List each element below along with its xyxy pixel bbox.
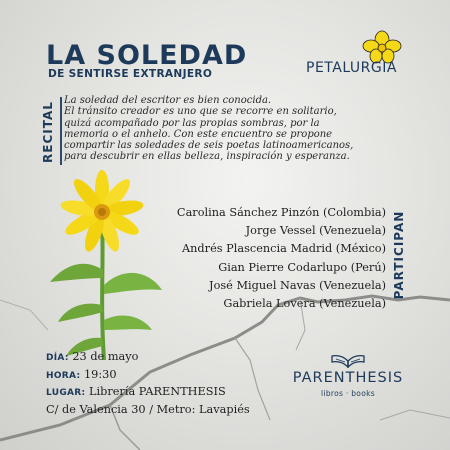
intro-line: memoria o el anhelo. Con este encuentro se propone bbox=[64, 128, 333, 140]
intro-line: El tránsito creador es uno que se recorre en solitario, bbox=[64, 106, 337, 118]
participant-name: Gabriela Lovera (Venezuela) bbox=[223, 297, 386, 311]
time-label: HORA: bbox=[46, 370, 81, 381]
open-book-icon bbox=[331, 352, 365, 368]
venue-value: Librería PARENTHESIS bbox=[89, 385, 226, 399]
recital-divider bbox=[60, 97, 62, 165]
event-subtitle: DE SENTIRSE EXTRANJERO bbox=[48, 68, 213, 80]
participant-name: Carolina Sánchez Pinzón (Colombia) bbox=[176, 206, 386, 219]
intro-line: para descubrir en ellas belleza, inspiración y esperanza. bbox=[64, 151, 350, 163]
petalurgia-logo bbox=[306, 30, 402, 85]
participants-list bbox=[177, 204, 386, 313]
intro-line: quizá acompañado por las propias sombras, por la bbox=[64, 117, 320, 129]
intro-line: compartir las soledades de seis poetas latinoamericanos, bbox=[64, 140, 354, 152]
intro-text bbox=[64, 95, 409, 163]
participant-name: Gian Pierre Codarlupo (Perú) bbox=[218, 260, 386, 274]
event-details bbox=[46, 349, 250, 417]
yellow-flower-illustration bbox=[40, 160, 170, 360]
address-value: C/ de Valencia 30 / Metro: Lavapiés bbox=[46, 402, 250, 416]
date-row bbox=[46, 349, 250, 367]
date-value: 23 de mayo bbox=[72, 350, 139, 363]
participant-name: Andrés Plascencia Madrid (México) bbox=[182, 242, 386, 256]
time-value: 19:30 bbox=[83, 367, 117, 381]
petalurgia-logo-text: PETALURGIA bbox=[306, 60, 397, 76]
recital-label: RECITAL bbox=[41, 101, 55, 163]
address-row bbox=[46, 402, 250, 418]
participan-label: PARTICIPAN bbox=[392, 210, 406, 300]
parenthesis-logo bbox=[288, 352, 408, 412]
event-title: LA SOLEDAD bbox=[46, 40, 248, 71]
parenthesis-logo-tagline: libros · books bbox=[321, 389, 375, 398]
parenthesis-logo-name: PARENTHESIS bbox=[292, 370, 404, 386]
venue-label: LUGAR: bbox=[46, 388, 86, 399]
intro-line: La soledad del escritor es bien conocida. bbox=[64, 95, 272, 106]
venue-row bbox=[46, 384, 250, 402]
time-row bbox=[46, 367, 250, 385]
date-label: DÍA: bbox=[46, 353, 69, 363]
participant-name: José Miguel Navas (Venezuela) bbox=[209, 278, 386, 292]
participant-name: Jorge Vessel (Venezuela) bbox=[245, 224, 386, 238]
